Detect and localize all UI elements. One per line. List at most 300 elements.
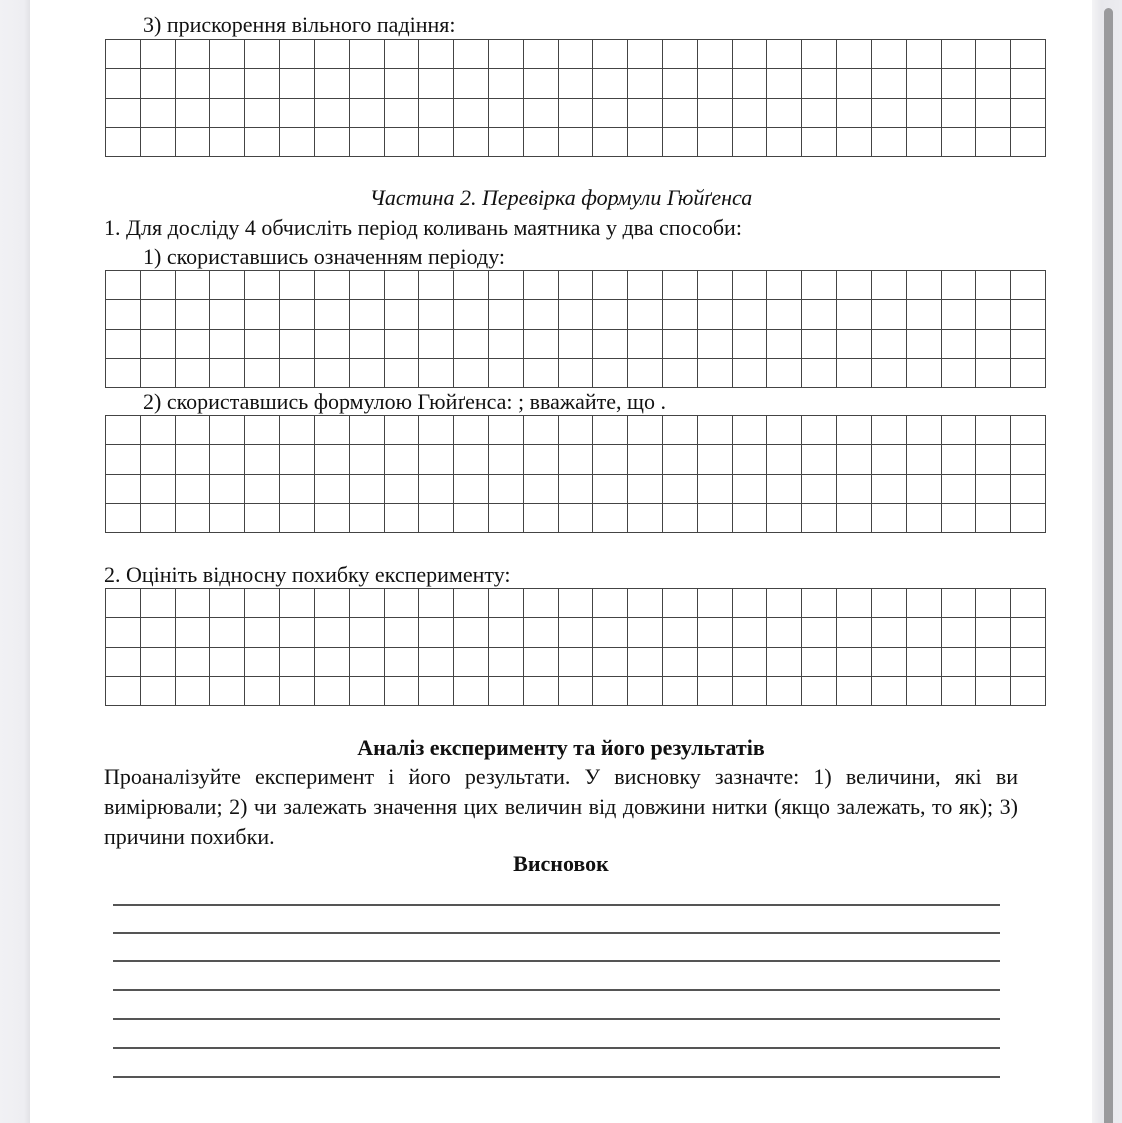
grid-cell[interactable]	[872, 99, 907, 128]
grid-cell[interactable]	[663, 330, 698, 359]
grid-cell[interactable]	[767, 359, 802, 388]
grid-cell[interactable]	[106, 300, 141, 329]
grid-cell[interactable]	[593, 300, 628, 329]
grid-cell[interactable]	[454, 504, 489, 533]
grid-cell[interactable]	[872, 677, 907, 706]
grid-cell[interactable]	[1011, 128, 1046, 157]
grid-cell[interactable]	[872, 648, 907, 677]
grid-cell[interactable]	[872, 589, 907, 618]
grid-cell[interactable]	[976, 330, 1011, 359]
grid-cell[interactable]	[837, 416, 872, 445]
grid-cell[interactable]	[698, 677, 733, 706]
grid-cell[interactable]	[942, 589, 977, 618]
grid-cell[interactable]	[1011, 445, 1046, 474]
grid-cell[interactable]	[559, 40, 594, 69]
grid-cell[interactable]	[489, 359, 524, 388]
grid-cell[interactable]	[767, 300, 802, 329]
grid-cell[interactable]	[489, 648, 524, 677]
grid-cell[interactable]	[385, 359, 420, 388]
grid-cell[interactable]	[176, 416, 211, 445]
grid-cell[interactable]	[872, 128, 907, 157]
grid-cell[interactable]	[245, 69, 280, 98]
grid-cell[interactable]	[280, 677, 315, 706]
grid-cell[interactable]	[210, 445, 245, 474]
grid-cell[interactable]	[733, 677, 768, 706]
answer-grid-free-fall-acceleration[interactable]	[105, 39, 1046, 157]
grid-cell[interactable]	[315, 271, 350, 300]
conclusion-write-line[interactable]	[113, 960, 1000, 962]
grid-cell[interactable]	[489, 271, 524, 300]
grid-cell[interactable]	[524, 445, 559, 474]
grid-cell[interactable]	[454, 69, 489, 98]
grid-cell[interactable]	[210, 271, 245, 300]
grid-cell[interactable]	[489, 618, 524, 647]
grid-cell[interactable]	[628, 128, 663, 157]
grid-cell[interactable]	[419, 618, 454, 647]
grid-cell[interactable]	[907, 300, 942, 329]
grid-cell[interactable]	[628, 300, 663, 329]
grid-cell[interactable]	[628, 69, 663, 98]
grid-cell[interactable]	[593, 416, 628, 445]
grid-cell[interactable]	[663, 40, 698, 69]
grid-cell[interactable]	[1011, 589, 1046, 618]
grid-cell[interactable]	[837, 69, 872, 98]
grid-cell[interactable]	[176, 504, 211, 533]
grid-cell[interactable]	[663, 359, 698, 388]
grid-cell[interactable]	[489, 504, 524, 533]
grid-cell[interactable]	[628, 504, 663, 533]
grid-cell[interactable]	[559, 99, 594, 128]
grid-cell[interactable]	[524, 330, 559, 359]
grid-cell[interactable]	[524, 300, 559, 329]
grid-cell[interactable]	[419, 589, 454, 618]
grid-cell[interactable]	[872, 40, 907, 69]
grid-cell[interactable]	[385, 677, 420, 706]
grid-cell[interactable]	[280, 359, 315, 388]
grid-cell[interactable]	[559, 648, 594, 677]
answer-grid-period-definition[interactable]	[105, 270, 1046, 388]
grid-cell[interactable]	[141, 300, 176, 329]
grid-cell[interactable]	[559, 330, 594, 359]
grid-cell[interactable]	[628, 618, 663, 647]
grid-cell[interactable]	[1011, 359, 1046, 388]
grid-cell[interactable]	[733, 589, 768, 618]
grid-cell[interactable]	[350, 330, 385, 359]
grid-cell[interactable]	[628, 271, 663, 300]
grid-cell[interactable]	[663, 271, 698, 300]
grid-cell[interactable]	[1011, 504, 1046, 533]
grid-cell[interactable]	[837, 128, 872, 157]
grid-cell[interactable]	[106, 416, 141, 445]
grid-cell[interactable]	[1011, 618, 1046, 647]
grid-cell[interactable]	[872, 271, 907, 300]
grid-cell[interactable]	[733, 359, 768, 388]
grid-cell[interactable]	[210, 69, 245, 98]
grid-cell[interactable]	[245, 271, 280, 300]
grid-cell[interactable]	[733, 445, 768, 474]
grid-cell[interactable]	[350, 677, 385, 706]
grid-cell[interactable]	[698, 504, 733, 533]
grid-cell[interactable]	[489, 40, 524, 69]
grid-cell[interactable]	[698, 618, 733, 647]
grid-cell[interactable]	[907, 40, 942, 69]
grid-cell[interactable]	[419, 445, 454, 474]
grid-cell[interactable]	[1011, 648, 1046, 677]
grid-cell[interactable]	[559, 69, 594, 98]
grid-cell[interactable]	[907, 677, 942, 706]
grid-cell[interactable]	[733, 330, 768, 359]
grid-cell[interactable]	[907, 618, 942, 647]
grid-cell[interactable]	[141, 99, 176, 128]
grid-cell[interactable]	[942, 69, 977, 98]
grid-cell[interactable]	[942, 99, 977, 128]
grid-cell[interactable]	[210, 416, 245, 445]
grid-cell[interactable]	[976, 40, 1011, 69]
grid-cell[interactable]	[593, 445, 628, 474]
grid-cell[interactable]	[767, 128, 802, 157]
grid-cell[interactable]	[1011, 300, 1046, 329]
grid-cell[interactable]	[176, 618, 211, 647]
grid-cell[interactable]	[350, 99, 385, 128]
grid-cell[interactable]	[976, 128, 1011, 157]
grid-cell[interactable]	[106, 128, 141, 157]
grid-cell[interactable]	[210, 504, 245, 533]
grid-cell[interactable]	[210, 330, 245, 359]
grid-cell[interactable]	[350, 475, 385, 504]
grid-cell[interactable]	[454, 445, 489, 474]
grid-cell[interactable]	[385, 445, 420, 474]
grid-cell[interactable]	[872, 504, 907, 533]
grid-cell[interactable]	[802, 504, 837, 533]
grid-cell[interactable]	[976, 618, 1011, 647]
grid-cell[interactable]	[802, 128, 837, 157]
grid-cell[interactable]	[141, 330, 176, 359]
grid-cell[interactable]	[942, 648, 977, 677]
grid-cell[interactable]	[106, 618, 141, 647]
grid-cell[interactable]	[350, 589, 385, 618]
grid-cell[interactable]	[350, 648, 385, 677]
grid-cell[interactable]	[593, 504, 628, 533]
grid-cell[interactable]	[1011, 40, 1046, 69]
grid-cell[interactable]	[454, 359, 489, 388]
grid-cell[interactable]	[872, 416, 907, 445]
grid-cell[interactable]	[559, 504, 594, 533]
grid-cell[interactable]	[210, 589, 245, 618]
grid-cell[interactable]	[106, 330, 141, 359]
grid-cell[interactable]	[976, 504, 1011, 533]
grid-cell[interactable]	[733, 300, 768, 329]
grid-cell[interactable]	[315, 648, 350, 677]
grid-cell[interactable]	[872, 475, 907, 504]
grid-cell[interactable]	[524, 271, 559, 300]
grid-cell[interactable]	[419, 359, 454, 388]
grid-cell[interactable]	[593, 128, 628, 157]
grid-cell[interactable]	[837, 40, 872, 69]
grid-cell[interactable]	[907, 330, 942, 359]
grid-cell[interactable]	[315, 128, 350, 157]
grid-cell[interactable]	[454, 677, 489, 706]
grid-cell[interactable]	[141, 359, 176, 388]
grid-cell[interactable]	[942, 677, 977, 706]
grid-cell[interactable]	[350, 416, 385, 445]
grid-cell[interactable]	[593, 677, 628, 706]
grid-cell[interactable]	[767, 40, 802, 69]
grid-cell[interactable]	[210, 300, 245, 329]
grid-cell[interactable]	[315, 40, 350, 69]
grid-cell[interactable]	[907, 445, 942, 474]
grid-cell[interactable]	[802, 99, 837, 128]
grid-cell[interactable]	[524, 648, 559, 677]
grid-cell[interactable]	[698, 69, 733, 98]
grid-cell[interactable]	[767, 416, 802, 445]
grid-cell[interactable]	[141, 648, 176, 677]
grid-cell[interactable]	[489, 128, 524, 157]
grid-cell[interactable]	[489, 69, 524, 98]
conclusion-write-line[interactable]	[113, 989, 1000, 991]
grid-cell[interactable]	[315, 589, 350, 618]
grid-cell[interactable]	[489, 589, 524, 618]
grid-cell[interactable]	[872, 300, 907, 329]
grid-cell[interactable]	[802, 330, 837, 359]
grid-cell[interactable]	[280, 589, 315, 618]
grid-cell[interactable]	[559, 475, 594, 504]
grid-cell[interactable]	[628, 330, 663, 359]
grid-cell[interactable]	[663, 128, 698, 157]
grid-cell[interactable]	[767, 648, 802, 677]
grid-cell[interactable]	[1011, 330, 1046, 359]
grid-cell[interactable]	[942, 445, 977, 474]
grid-cell[interactable]	[698, 330, 733, 359]
grid-cell[interactable]	[767, 475, 802, 504]
grid-cell[interactable]	[802, 416, 837, 445]
grid-cell[interactable]	[106, 271, 141, 300]
grid-cell[interactable]	[628, 445, 663, 474]
grid-cell[interactable]	[524, 69, 559, 98]
grid-cell[interactable]	[176, 40, 211, 69]
grid-cell[interactable]	[454, 618, 489, 647]
grid-cell[interactable]	[106, 40, 141, 69]
grid-cell[interactable]	[698, 271, 733, 300]
grid-cell[interactable]	[176, 475, 211, 504]
grid-cell[interactable]	[524, 40, 559, 69]
grid-cell[interactable]	[907, 271, 942, 300]
grid-cell[interactable]	[210, 359, 245, 388]
grid-cell[interactable]	[210, 99, 245, 128]
grid-cell[interactable]	[489, 99, 524, 128]
grid-cell[interactable]	[141, 416, 176, 445]
grid-cell[interactable]	[837, 99, 872, 128]
grid-cell[interactable]	[350, 128, 385, 157]
grid-cell[interactable]	[141, 618, 176, 647]
grid-cell[interactable]	[663, 300, 698, 329]
grid-cell[interactable]	[628, 677, 663, 706]
grid-cell[interactable]	[733, 69, 768, 98]
grid-cell[interactable]	[628, 359, 663, 388]
grid-cell[interactable]	[489, 330, 524, 359]
grid-cell[interactable]	[663, 677, 698, 706]
grid-cell[interactable]	[245, 618, 280, 647]
conclusion-write-line[interactable]	[113, 904, 1000, 906]
grid-cell[interactable]	[280, 330, 315, 359]
grid-cell[interactable]	[419, 69, 454, 98]
grid-cell[interactable]	[524, 99, 559, 128]
grid-cell[interactable]	[663, 475, 698, 504]
grid-cell[interactable]	[837, 589, 872, 618]
grid-cell[interactable]	[489, 445, 524, 474]
grid-cell[interactable]	[141, 504, 176, 533]
grid-cell[interactable]	[628, 416, 663, 445]
grid-cell[interactable]	[385, 475, 420, 504]
grid-cell[interactable]	[837, 618, 872, 647]
grid-cell[interactable]	[524, 589, 559, 618]
grid-cell[interactable]	[454, 128, 489, 157]
grid-cell[interactable]	[1011, 99, 1046, 128]
grid-cell[interactable]	[176, 359, 211, 388]
grid-cell[interactable]	[385, 618, 420, 647]
grid-cell[interactable]	[141, 128, 176, 157]
grid-cell[interactable]	[802, 475, 837, 504]
grid-cell[interactable]	[733, 40, 768, 69]
grid-cell[interactable]	[524, 677, 559, 706]
grid-cell[interactable]	[593, 330, 628, 359]
grid-cell[interactable]	[385, 648, 420, 677]
grid-cell[interactable]	[976, 416, 1011, 445]
grid-cell[interactable]	[802, 589, 837, 618]
grid-cell[interactable]	[976, 300, 1011, 329]
grid-cell[interactable]	[419, 504, 454, 533]
grid-cell[interactable]	[280, 69, 315, 98]
grid-cell[interactable]	[315, 99, 350, 128]
grid-cell[interactable]	[698, 128, 733, 157]
grid-cell[interactable]	[176, 677, 211, 706]
grid-cell[interactable]	[315, 504, 350, 533]
grid-cell[interactable]	[210, 648, 245, 677]
grid-cell[interactable]	[837, 504, 872, 533]
grid-cell[interactable]	[141, 40, 176, 69]
grid-cell[interactable]	[872, 618, 907, 647]
grid-cell[interactable]	[837, 677, 872, 706]
grid-cell[interactable]	[106, 359, 141, 388]
grid-cell[interactable]	[976, 648, 1011, 677]
grid-cell[interactable]	[767, 445, 802, 474]
grid-cell[interactable]	[628, 589, 663, 618]
grid-cell[interactable]	[280, 475, 315, 504]
grid-cell[interactable]	[280, 300, 315, 329]
grid-cell[interactable]	[419, 416, 454, 445]
grid-cell[interactable]	[976, 677, 1011, 706]
grid-cell[interactable]	[315, 416, 350, 445]
grid-cell[interactable]	[454, 416, 489, 445]
grid-cell[interactable]	[106, 648, 141, 677]
grid-cell[interactable]	[245, 677, 280, 706]
grid-cell[interactable]	[106, 445, 141, 474]
grid-cell[interactable]	[593, 69, 628, 98]
grid-cell[interactable]	[419, 677, 454, 706]
answer-grid-huygens-formula[interactable]	[105, 415, 1046, 533]
grid-cell[interactable]	[210, 677, 245, 706]
grid-cell[interactable]	[245, 359, 280, 388]
grid-cell[interactable]	[1011, 69, 1046, 98]
grid-cell[interactable]	[141, 589, 176, 618]
grid-cell[interactable]	[245, 330, 280, 359]
grid-cell[interactable]	[559, 618, 594, 647]
grid-cell[interactable]	[454, 589, 489, 618]
grid-cell[interactable]	[802, 648, 837, 677]
grid-cell[interactable]	[245, 99, 280, 128]
grid-cell[interactable]	[733, 475, 768, 504]
grid-cell[interactable]	[385, 589, 420, 618]
grid-cell[interactable]	[942, 618, 977, 647]
grid-cell[interactable]	[454, 300, 489, 329]
conclusion-write-line[interactable]	[113, 1076, 1000, 1078]
grid-cell[interactable]	[489, 475, 524, 504]
grid-cell[interactable]	[942, 330, 977, 359]
grid-cell[interactable]	[315, 475, 350, 504]
conclusion-write-line[interactable]	[113, 1047, 1000, 1049]
grid-cell[interactable]	[176, 330, 211, 359]
grid-cell[interactable]	[837, 445, 872, 474]
grid-cell[interactable]	[245, 416, 280, 445]
grid-cell[interactable]	[872, 445, 907, 474]
grid-cell[interactable]	[315, 445, 350, 474]
grid-cell[interactable]	[106, 504, 141, 533]
grid-cell[interactable]	[106, 69, 141, 98]
grid-cell[interactable]	[141, 475, 176, 504]
grid-cell[interactable]	[837, 300, 872, 329]
grid-cell[interactable]	[767, 99, 802, 128]
grid-cell[interactable]	[767, 618, 802, 647]
grid-cell[interactable]	[698, 589, 733, 618]
grid-cell[interactable]	[245, 648, 280, 677]
grid-cell[interactable]	[837, 330, 872, 359]
grid-cell[interactable]	[141, 445, 176, 474]
grid-cell[interactable]	[663, 416, 698, 445]
grid-cell[interactable]	[593, 648, 628, 677]
grid-cell[interactable]	[837, 271, 872, 300]
grid-cell[interactable]	[593, 589, 628, 618]
grid-cell[interactable]	[176, 648, 211, 677]
grid-cell[interactable]	[559, 677, 594, 706]
grid-cell[interactable]	[315, 677, 350, 706]
grid-cell[interactable]	[698, 445, 733, 474]
grid-cell[interactable]	[280, 648, 315, 677]
grid-cell[interactable]	[280, 445, 315, 474]
grid-cell[interactable]	[593, 475, 628, 504]
grid-cell[interactable]	[385, 69, 420, 98]
grid-cell[interactable]	[106, 677, 141, 706]
grid-cell[interactable]	[385, 504, 420, 533]
grid-cell[interactable]	[245, 300, 280, 329]
grid-cell[interactable]	[524, 504, 559, 533]
grid-cell[interactable]	[698, 648, 733, 677]
grid-cell[interactable]	[663, 445, 698, 474]
grid-cell[interactable]	[315, 330, 350, 359]
grid-cell[interactable]	[419, 99, 454, 128]
grid-cell[interactable]	[942, 300, 977, 329]
grid-cell[interactable]	[976, 359, 1011, 388]
grid-cell[interactable]	[663, 69, 698, 98]
grid-cell[interactable]	[280, 128, 315, 157]
grid-cell[interactable]	[176, 69, 211, 98]
grid-cell[interactable]	[245, 40, 280, 69]
grid-cell[interactable]	[907, 475, 942, 504]
grid-cell[interactable]	[733, 504, 768, 533]
grid-cell[interactable]	[907, 589, 942, 618]
grid-cell[interactable]	[767, 69, 802, 98]
grid-cell[interactable]	[976, 589, 1011, 618]
grid-cell[interactable]	[698, 416, 733, 445]
grid-cell[interactable]	[907, 128, 942, 157]
